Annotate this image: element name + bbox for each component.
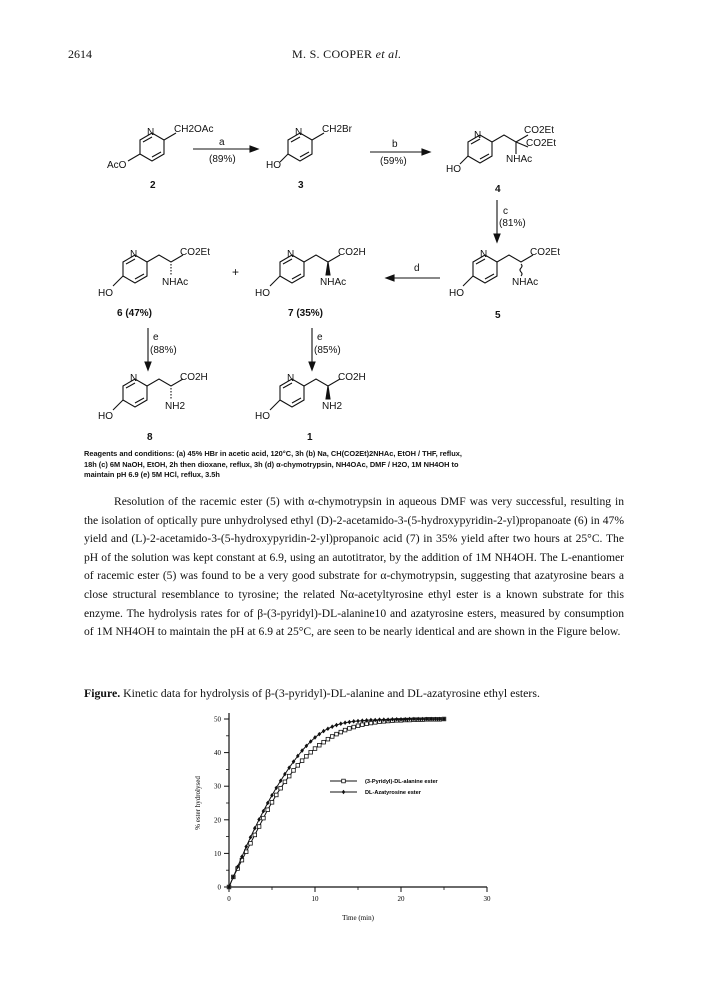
nitrogen-label: N <box>130 249 138 260</box>
data-point-diamond <box>356 719 360 724</box>
arrow-b-yield: (59%) <box>380 156 407 167</box>
arrow-d-letter: d <box>414 263 420 274</box>
compound-8-label: 8 <box>147 432 153 443</box>
data-point-square <box>249 842 253 846</box>
data-point-square <box>300 759 304 763</box>
ho-label: HO <box>255 288 270 299</box>
figure-caption-label: Figure. <box>84 686 121 700</box>
nitrogen-label: N <box>147 127 155 138</box>
ho-label: HO <box>255 411 270 422</box>
ho-label: HO <box>98 288 113 299</box>
data-point-diamond <box>343 720 347 725</box>
nitrogen-label: N <box>480 249 488 260</box>
data-point-square <box>283 780 287 784</box>
legend-marker-diamond <box>342 790 346 795</box>
x-axis-label: Time (min) <box>342 914 374 922</box>
co2et-label: CO2Et <box>524 125 555 136</box>
data-point-square <box>343 728 347 732</box>
co2h-label: CO2H <box>338 247 366 258</box>
nitrogen-label: N <box>130 373 138 384</box>
running-title-etal: et al. <box>372 47 402 61</box>
data-point-square <box>292 769 296 773</box>
data-point-square <box>296 764 300 768</box>
y-axis-label: % ester hydrolysed <box>194 776 202 830</box>
data-point-square <box>352 725 356 729</box>
arrow-a-letter: a <box>219 137 225 148</box>
data-point-square <box>361 723 365 727</box>
arrow-c-letter: c <box>503 206 508 217</box>
arrow-e2-yield: (85%) <box>314 345 341 356</box>
data-point-square <box>279 786 283 790</box>
co2et-label: CO2Et <box>180 247 211 258</box>
data-point-square <box>313 747 317 751</box>
compound-4-label: 4 <box>495 184 501 195</box>
figure-caption <box>84 686 644 701</box>
x-tick-label: 0 <box>227 895 231 903</box>
data-point-square <box>253 833 257 837</box>
arrow-e2-letter: e <box>317 332 323 343</box>
nh2-label: NH2 <box>322 401 343 412</box>
y-tick-label: 30 <box>214 782 221 791</box>
arrow-d <box>386 275 440 281</box>
page-number: 2614 <box>68 47 92 61</box>
data-point-square <box>309 750 313 754</box>
ho-label: HO <box>266 160 281 171</box>
arrow-e1-yield: (88%) <box>150 345 177 356</box>
y-tick-label: 40 <box>214 749 221 758</box>
data-point-diamond <box>348 720 352 725</box>
compound-6-label: 6 (47%) <box>117 308 153 319</box>
x-tick-label: 10 <box>311 895 319 903</box>
x-tick-label: 30 <box>483 895 491 903</box>
ho-label: HO <box>98 411 113 422</box>
data-point-diamond <box>361 718 365 723</box>
nitrogen-label: N <box>295 127 303 138</box>
data-point-square <box>348 727 352 731</box>
aco-label: AcO <box>107 160 127 171</box>
nitrogen-label: N <box>287 249 295 260</box>
legend-label: (3-Pyridyl)-DL-alanine ester <box>365 779 438 785</box>
data-point-square <box>326 737 330 741</box>
plus-sign: + <box>232 265 240 279</box>
nitrogen-label: N <box>474 130 482 141</box>
data-point-square <box>335 732 339 736</box>
data-point-diamond <box>352 719 356 724</box>
series-line <box>229 719 444 887</box>
ch2br-label: CH2Br <box>322 124 353 135</box>
compound-5-label: 5 <box>495 310 501 321</box>
co2et-label: CO2Et <box>530 247 561 258</box>
nh2-label: NH2 <box>165 401 186 412</box>
compound-7-label: 7 (35%) <box>288 308 324 319</box>
co2et-label: CO2Et <box>526 138 557 149</box>
data-point-diamond <box>335 723 339 728</box>
arrow-a-yield: (89%) <box>209 154 236 165</box>
data-point-square <box>287 774 291 778</box>
data-point-square <box>339 730 343 734</box>
compound-1-label: 1 <box>307 432 313 443</box>
data-point-square <box>356 724 360 728</box>
nitrogen-label: N <box>287 373 295 384</box>
ch2oac-label: CH2OAc <box>174 124 214 135</box>
data-point-square <box>330 735 334 739</box>
co2h-label: CO2H <box>180 372 208 383</box>
data-point-diamond <box>330 724 334 729</box>
reaction-scheme <box>0 0 701 450</box>
nhac-label: NHAc <box>512 277 539 288</box>
co2h-label: CO2H <box>338 372 366 383</box>
arrow-b <box>370 149 430 155</box>
reagents-line-2: 18h (c) 6M NaOH, EtOH, 2h then dioxane, reflux, 3h (d) α-chymotrypsin, NH4OAc, DMF / H2O, 1M NH4OH to <box>84 459 459 469</box>
data-point-diamond <box>339 721 343 726</box>
data-point-square <box>305 754 309 758</box>
arrow-a <box>193 146 258 152</box>
nhac-label: NHAc <box>506 154 533 165</box>
y-tick-label: 50 <box>214 715 221 724</box>
nhac-label: NHAc <box>320 277 347 288</box>
y-tick-label: 0 <box>217 883 221 892</box>
data-point-square <box>275 793 279 797</box>
y-tick-label: 20 <box>214 816 221 825</box>
arrow-e1-letter: e <box>153 332 159 343</box>
data-point-square <box>318 743 322 747</box>
data-point-diamond <box>326 726 330 731</box>
legend-label: DL-Azatyrosine ester <box>365 790 421 796</box>
ho-label: HO <box>446 164 461 175</box>
legend-marker-square <box>342 779 346 783</box>
figure-caption-text: Kinetic data for hydrolysis of β-(3-pyridyl)-DL-alanine and DL-azatyrosine ethyl esters. <box>120 686 540 700</box>
ho-label: HO <box>449 288 464 299</box>
reagents-line-1: Reagents and conditions: (a) 45% HBr in acetic acid, 120°C, 3h (b) Na, CH(CO2Et)2NHAc, EtOH / THF, reflux, <box>84 449 462 458</box>
data-point-diamond <box>322 729 326 734</box>
data-point-square <box>266 808 270 812</box>
hydrolysis-chart <box>180 705 520 930</box>
y-tick-label: 10 <box>214 849 221 858</box>
data-point-square <box>322 740 326 744</box>
body-paragraph: Resolution of the racemic ester (5) with α-chymotrypsin in aqueous DMF was very successful, resulting in the isolation of optically pure unhydrolysed ethyl (D)-2-acetamido-3-(5-hydroxypyridin-2-yl)propanoate (6) in 47% yield and (L)-2-acetamido-3-(5-hydroxypyridin-2-yl)propanoic acid (7) in 35% yield after two hours at 25°C. The pH of the solution was kept constant at 6.9, using an autotitrator, by the addition of 1M NH4OH. The L-enantiomer of racemic ester (5) was found to be a very good substrate for α-chymotrypsin, suggesting that azatyrosine bears a close structural resemblance to tyrosine; the related Nα-acetyltyrosine ethyl ester is a known substrate for this enzyme. The hydrolysis rates for of β-(3-pyridyl)-DL-alanine10 and azatyrosine esters, measured by consumption of 1M NH4OH to maintain the pH at 6.9 at 25°C, are seen to be nearly identical and are shown in the Figure below. <box>84 495 624 639</box>
nhac-label: NHAc <box>162 277 189 288</box>
compound-3-label: 3 <box>298 180 304 191</box>
x-tick-label: 20 <box>397 895 405 903</box>
running-title-author: M. S. COOPER <box>292 47 373 61</box>
data-point-square <box>257 825 261 829</box>
arrow-b-letter: b <box>392 139 398 150</box>
series-line <box>229 719 444 887</box>
arrow-c-yield: (81%) <box>499 218 526 229</box>
compound-2-label: 2 <box>150 180 156 191</box>
chart-svg <box>180 705 520 930</box>
data-point-square <box>262 816 266 820</box>
reagents-conditions <box>84 449 604 481</box>
data-point-square <box>270 801 274 805</box>
reagents-line-3: maintain pH 6.9 (e) 5M HCl, reflux, 3.5h <box>84 470 220 479</box>
